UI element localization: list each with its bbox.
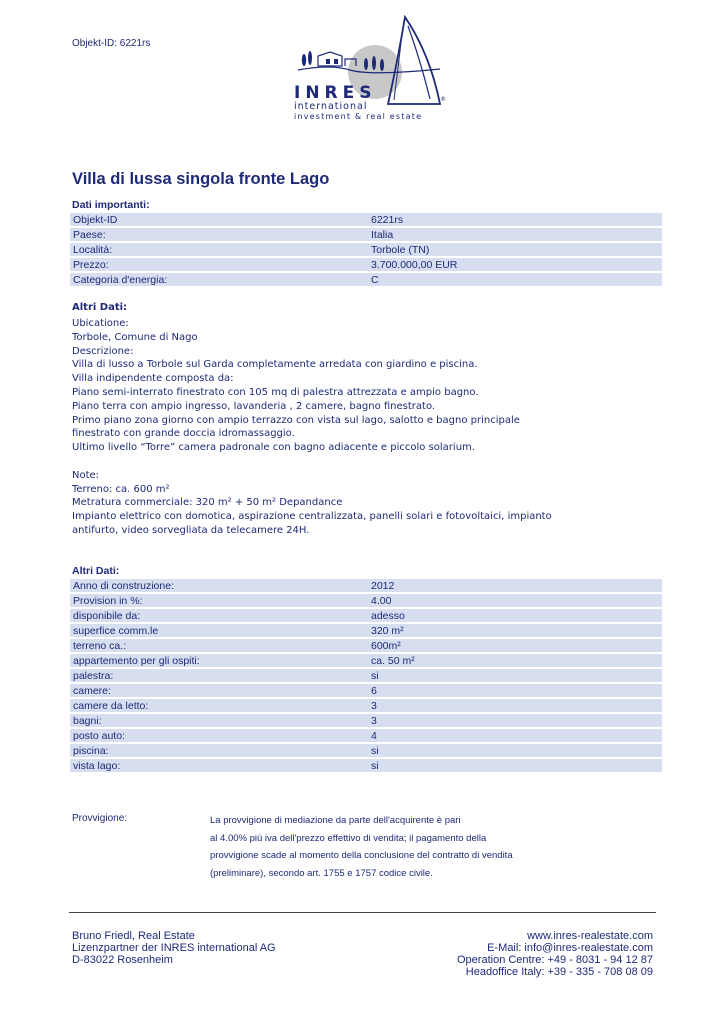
row-key: Località: (70, 243, 368, 256)
table-row (70, 639, 662, 652)
row-value: 4.00 (368, 594, 662, 607)
footer-phone-operation: Operation Centre: +49 - 8031 - 94 12 87 (457, 954, 653, 966)
table-row (70, 609, 662, 622)
description-line: finestrato con grande doccia idromassaggio. (72, 428, 295, 440)
inres-logo (290, 14, 455, 124)
logo-brand-text: INRES (294, 83, 377, 103)
dati-importanti-label: Dati importanti: (72, 199, 150, 211)
footer-left (72, 930, 276, 966)
table-row (70, 243, 662, 256)
row-value: ca. 50 m² (368, 654, 662, 667)
description-line: Piano semi-interrato finestrato con 105 mq di palestra attrezzata e ampio bagno. (72, 386, 479, 398)
table-row (70, 213, 662, 226)
row-value: si (368, 669, 662, 682)
row-value: 3 (368, 714, 662, 727)
footer-partner: Lizenzpartner der INRES international AG (72, 942, 276, 954)
footer-phone-headoffice: Headoffice Italy: +39 - 335 - 708 08 09 (465, 966, 653, 978)
logo-sub-text: international (294, 101, 368, 112)
footer-website-link[interactable]: www.inres-realestate.com (527, 930, 653, 942)
object-id-header: Objekt-ID: 6221rs (72, 38, 151, 49)
table-row (70, 669, 662, 682)
description-line: Impianto elettrico con domotica, aspirazione centralizzata, panelli solari e fotovoltaici, impianto (72, 511, 552, 523)
row-key: vista lago: (70, 759, 368, 772)
row-key: Provision in %: (70, 594, 368, 607)
row-value: 4 (368, 729, 662, 742)
table-row (70, 759, 662, 772)
row-value: si (368, 759, 662, 772)
description-line: Piano terra con ampio ingresso, lavanderia , 2 camere, bagno finestrato. (72, 400, 436, 412)
row-key: bagni: (70, 714, 368, 727)
row-value: 6221rs (368, 213, 662, 226)
description-line: Primo piano zona giorno con ampio terrazzo con vista sul lago, salotto e bagno principale (72, 414, 520, 426)
footer-divider (69, 912, 656, 913)
description-line: Descrizione: (72, 345, 134, 357)
table-row (70, 258, 662, 271)
row-key: camere: (70, 684, 368, 697)
row-value: si (368, 744, 662, 757)
row-key: Categoria d'energia: (70, 273, 368, 286)
provvigione-line: (preliminare), secondo art. 1755 e 1757 codice civile. (210, 868, 433, 880)
logo-registered-mark: ® (440, 96, 446, 103)
row-value: 3 (368, 699, 662, 712)
description-line: Metratura commerciale: 320 m² + 50 m² Depandance (72, 497, 343, 509)
row-key: terreno ca.: (70, 639, 368, 652)
description-line: Terreno: ca. 600 m² (72, 483, 170, 495)
description-line: Torbole, Comune di Nago (72, 331, 198, 343)
table-row (70, 273, 662, 286)
row-value: 3.700.000,00 EUR (368, 258, 662, 271)
provvigione-label: Provvigione: (72, 813, 128, 824)
description-line: Villa di lusso a Torbole sul Garda completamente arredata con giardino e piscina. (72, 359, 478, 371)
row-key: piscina: (70, 744, 368, 757)
altri-dati-heading: Altri Dati: (72, 302, 128, 313)
table-row (70, 714, 662, 727)
provvigione-line: provvigione scade al momento della conclusione del contratto di vendita (210, 850, 513, 862)
row-key: Objekt-ID (70, 213, 368, 226)
table-row (70, 654, 662, 667)
footer-company: Bruno Friedl, Real Estate (72, 930, 195, 942)
row-key: Prezzo: (70, 258, 368, 271)
row-key: posto auto: (70, 729, 368, 742)
description-line: Ubicatione: (72, 318, 129, 329)
row-value: 320 m² (368, 624, 662, 637)
provvigione-line: La provvigione di mediazione da parte dell'acquirente è pari (210, 815, 461, 826)
row-value: Torbole (TN) (368, 243, 662, 256)
altri-dati-table (70, 577, 662, 774)
logo-tree (302, 54, 306, 66)
row-key: Paese: (70, 228, 368, 241)
row-key: Anno di construzione: (70, 579, 368, 592)
table-row (70, 594, 662, 607)
footer-email-link[interactable]: E-Mail: info@inres-realestate.com (487, 942, 653, 954)
row-value: adesso (368, 609, 662, 622)
table-row (70, 228, 662, 241)
table-row (70, 729, 662, 742)
table-row (70, 684, 662, 697)
logo-tagline-text: investment & real estate (294, 112, 423, 121)
footer-address: D-83022 Rosenheim (72, 954, 173, 966)
table-row (70, 579, 662, 592)
description-line: Ultimo livello “Torre” camera padronale con bagno adiacente e piccolo solarium. (72, 442, 475, 454)
description-line: Note: (72, 469, 100, 481)
description-line: antifurto, video sorvegliata da telecamere 24H. (72, 524, 310, 536)
row-key: superfice comm.le (70, 624, 368, 637)
table-row (70, 624, 662, 637)
provvigione-text (210, 812, 540, 883)
dati-importanti-table (70, 211, 662, 288)
row-value: 6 (368, 684, 662, 697)
row-value: C (368, 273, 662, 286)
table-row (70, 699, 662, 712)
row-value: 2012 (368, 579, 662, 592)
row-key: disponibile da: (70, 609, 368, 622)
row-value: 600m² (368, 639, 662, 652)
footer-right (457, 930, 653, 978)
description-line (72, 455, 632, 469)
table-row (70, 744, 662, 757)
altri-dati-table-label: Altri Dati: (72, 565, 120, 577)
row-key: appartemento per gli ospiti: (70, 654, 368, 667)
provvigione-line: al 4.00% più iva dell'prezzo effettivo di vendita; il pagamento della (210, 832, 487, 844)
row-key: camere da letto: (70, 699, 368, 712)
row-key: palestra: (70, 669, 368, 682)
description-line: Villa indipendente composta da: (72, 373, 234, 385)
description-block (72, 317, 632, 538)
page-title: Villa di lussa singola fronte Lago (72, 170, 330, 188)
row-value: Italia (368, 228, 662, 241)
